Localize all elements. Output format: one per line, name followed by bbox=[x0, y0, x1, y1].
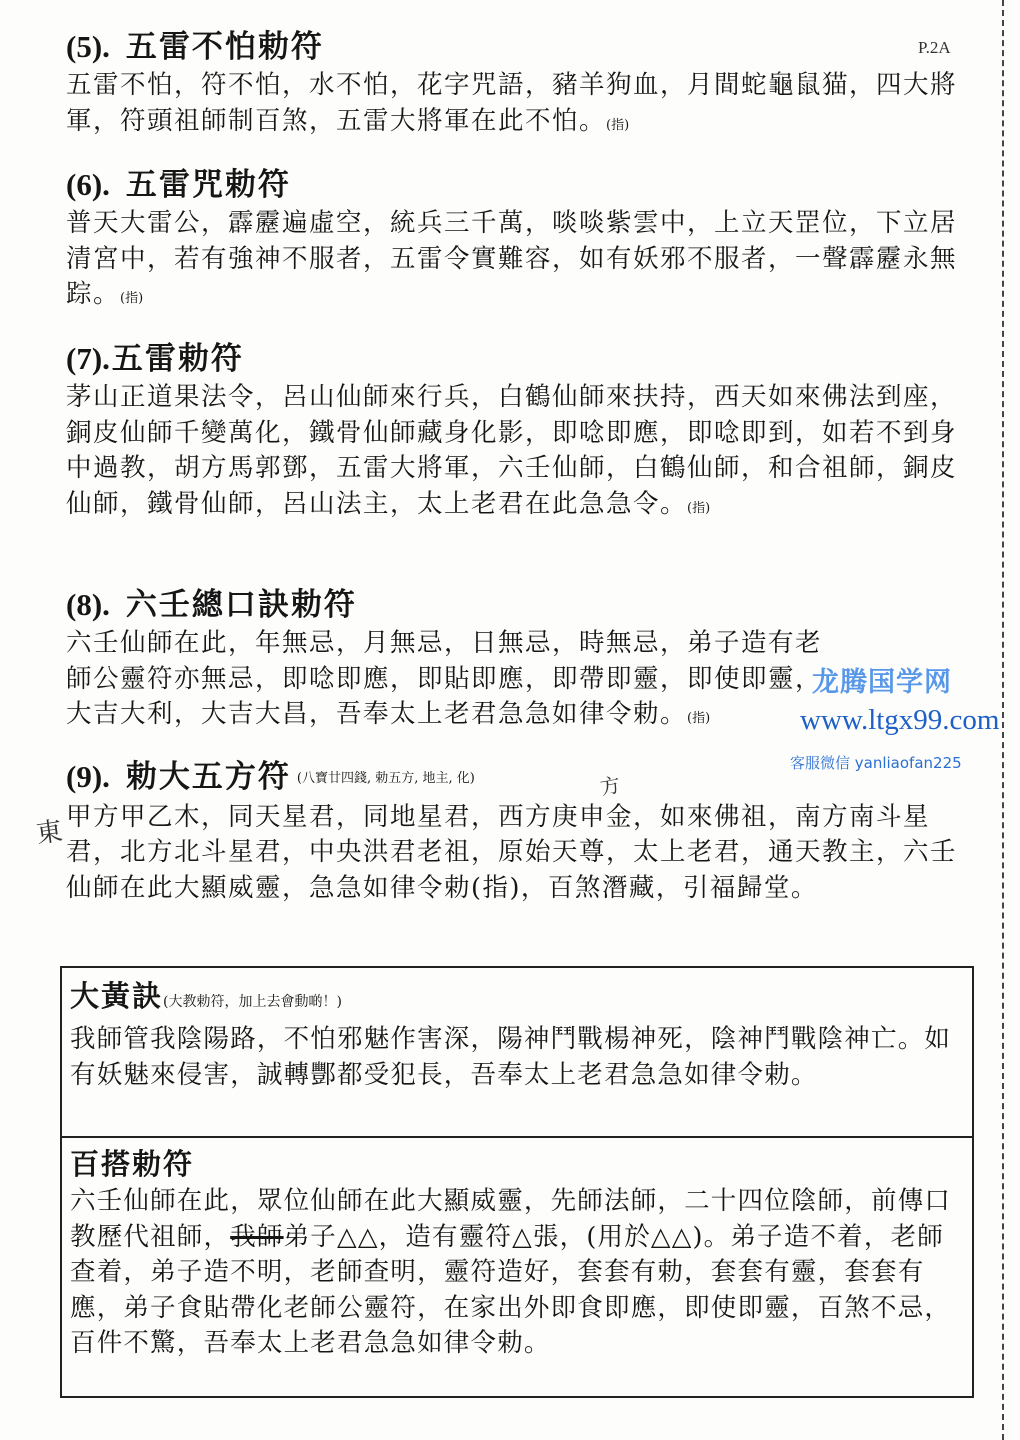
body-text: 甲方甲乙木，同天星君，同地星君，西方庚申金，如來佛祖，南方南斗星君，北方北斗星君，中央洪君老祖，原始天尊，太上老君，通天教主，六壬仙師在此大顯威靈，急急如律令勅(指)，百煞潛藏，引福歸堂。 bbox=[66, 801, 958, 903]
body-text: 六壬仙師在此，年無忌，月無忌，日無忌，時無忌，弟子造有老師公靈符亦無忌，即唸即應，即貼即應，即帶即靈，即使即靈，大吉大利，大吉大昌，吾奉太上老君急急如律令勅。 bbox=[66, 628, 823, 729]
box-title-text: 大黃訣 bbox=[70, 979, 164, 1013]
watermark-url: www.ltgx99.com bbox=[800, 704, 1000, 736]
section-heading bbox=[66, 584, 976, 626]
box-da-huang-jue bbox=[60, 966, 974, 1138]
section-5 bbox=[66, 26, 976, 143]
section-title: 勅大五方符 bbox=[125, 759, 291, 795]
section-title: 六壬總口訣勅符 bbox=[125, 587, 357, 623]
watermark-site-name: 龙腾国学网 bbox=[812, 667, 952, 698]
box-title: 百搭勅符 bbox=[70, 1147, 195, 1181]
section-heading bbox=[66, 164, 976, 206]
section-body bbox=[66, 800, 976, 907]
handwritten-correction: 方 bbox=[598, 772, 623, 800]
section-title: 五雷不怕勅符 bbox=[125, 29, 324, 65]
body-text-part-1: 六壬仙師在此，眾位仙師在此大顯威靈，先師法師，二十四位陰師，前傳口教歷代祖師， bbox=[70, 1186, 952, 1252]
section-body bbox=[66, 68, 976, 143]
section-heading bbox=[66, 338, 976, 380]
section-title: 五雷咒勅符 bbox=[125, 167, 291, 203]
note: (指) bbox=[687, 711, 711, 726]
section-heading bbox=[66, 26, 976, 68]
section-number: (5). bbox=[66, 29, 110, 64]
section-number: (7). bbox=[66, 341, 110, 376]
section-7 bbox=[66, 338, 976, 526]
handwritten-margin-note: 東 bbox=[34, 816, 65, 850]
box-title bbox=[70, 976, 964, 1022]
section-6 bbox=[66, 164, 976, 317]
binding-edge-line bbox=[1002, 0, 1004, 1440]
note: (指) bbox=[120, 291, 144, 306]
page-number: P.2A bbox=[918, 38, 951, 57]
section-title: 五雷勅符 bbox=[111, 341, 244, 377]
body-text-part-2: 弟子△△，造有靈符△張，(用於△△)。弟子造不着，老師查着，弟子造不明，老師查明，靈符造好，套套有勅，套套有靈，套套有應，弟子食貼帶化老師公靈符，在家出外即食即應，即使即靈，百煞不忌，百件不驚，吾奉太上老君急急如律令勅。 bbox=[70, 1221, 952, 1358]
box-subtitle: (大教勅符，加上去會動啲！) bbox=[163, 994, 342, 1010]
section-9 bbox=[66, 756, 976, 906]
body-text: 茅山正道果法令，呂山仙師來行兵，白鶴仙師來扶持，西天如來佛法到座，銅皮仙師千變萬化，鐵骨仙師藏身化影，即唸即應，即唸即到，如若不到身中過教，胡方馬郭鄧，五雷大將軍，六壬仙師，白鶴仙師，和合祖師，銅皮仙師，鐵骨仙師，呂山法主，太上老君在此急急令。 bbox=[66, 382, 958, 519]
section-subtitle: (八寶廿四錢, 勅五方, 地主, 化) bbox=[296, 770, 475, 786]
struck-text: 我師 bbox=[230, 1221, 284, 1252]
section-body bbox=[66, 380, 976, 526]
section-body bbox=[66, 626, 826, 737]
box-bai-da-chi-fu bbox=[60, 1136, 974, 1398]
watermark-contact: 客服微信 yanliaofan225 bbox=[790, 754, 962, 772]
section-number: (6). bbox=[66, 167, 110, 202]
section-body bbox=[66, 206, 976, 317]
box-body: 我師管我陰陽路，不怕邪魅作害深，陽神鬥戰楊神死，陰神鬥戰陰神亡。如有妖魅來侵害，誠轉酆都受犯長，吾奉太上老君急急如律令勅。 bbox=[70, 1024, 952, 1090]
note: (指) bbox=[606, 117, 630, 133]
box-body bbox=[70, 1184, 964, 1362]
body-text: 五雷不怕，符不怕，水不怕，花字咒語，豬羊狗血，月間蛇龜鼠猫，四大將軍，符頭祖師制百煞，五雷大將軍在此不怕。 bbox=[66, 70, 958, 136]
note: (指) bbox=[687, 500, 711, 516]
body-text: 普天大雷公，霹靂遍虛空，統兵三千萬，啖啖紫雲中，上立天罡位，下立居清宮中，若有強神不服者，五雷令實難容，如有妖邪不服者，一聲霹靂永無踪。 bbox=[66, 208, 958, 309]
section-number: (9). bbox=[66, 759, 110, 794]
section-number: (8). bbox=[66, 587, 110, 622]
